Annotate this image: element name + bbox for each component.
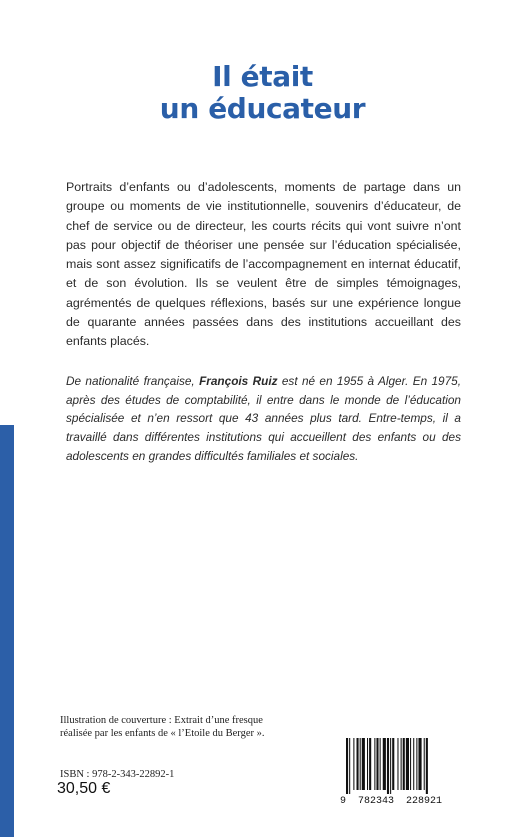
barcode-bar (349, 738, 350, 794)
barcode-bar (346, 738, 348, 794)
barcode-bar (380, 738, 381, 790)
barcode-bar (369, 738, 371, 790)
price: 30,50 € (57, 780, 111, 797)
barcode-bar (376, 738, 378, 790)
credit-line-2: réalisée par les enfants de « l’Etoile du Berger ». (60, 728, 265, 739)
barcode-bar (353, 738, 354, 790)
barcode-bar (362, 738, 365, 790)
barcode-bar (383, 738, 386, 790)
barcode-bar (360, 738, 361, 790)
barcode-bar (387, 738, 389, 794)
book-title-line-1: Il était (212, 60, 313, 93)
barcode-bar (426, 738, 428, 794)
isbn: ISBN : 978-2-343-22892-1 (60, 769, 175, 780)
barcode (346, 738, 456, 794)
credit-line-1: Illustration de couverture : Extrait d’une fresque (60, 715, 263, 726)
barcode-bar (406, 738, 409, 790)
book-title-line-2: un éducateur (159, 92, 366, 125)
barcode-bar (374, 738, 375, 790)
accent-bar (0, 425, 14, 837)
barcode-bar (392, 738, 394, 790)
barcode-bar (357, 738, 359, 790)
barcode-bar (418, 738, 421, 790)
barcode-bar (413, 738, 414, 790)
barcode-bar (390, 738, 391, 794)
barcode-bar (416, 738, 417, 790)
summary-paragraph: Portraits d’enfants ou d’adolescents, moments de partage dans un groupe ou moments de vie institutionnelle, souvenirs d’éducateur, de chef de service ou de directeur, les courts récits qui vont suivre n’ont pas pour objectif de théoriser une pensée sur l’éducation spécialisée, mais sont assez significatifs de l’accompagnement en internat éducatif, et de son évolution. Ils se veulent être de simples témoignages, agrémentés de quelques réflexions, basés sur une expérience longue de quarante années passées dans des institutions accueillant des enfants placés. (66, 180, 461, 349)
cover-illustration-credit (60, 714, 320, 740)
barcode-bar (367, 738, 368, 790)
barcode-bar (403, 738, 405, 790)
barcode-bars (346, 738, 456, 794)
bio-suffix: est né en 1955 à Alger. En 1975, après des études de comptabilité, il entre dans le monde de l’éducation spécialisée et n’en ressort que 43 années plus tard. Entre-temps, il a travaillé dans différentes institutions qui accueillent des enfants ou des adolescents en grandes difficultés familiales et sociales. (66, 374, 462, 463)
bio-prefix: De nationalité française, (66, 374, 200, 388)
barcode-bar (397, 738, 398, 790)
barcode-bar (410, 738, 411, 790)
author-bio (66, 372, 461, 466)
barcode-bar (401, 738, 402, 790)
barcode-digits: 9 782343 228921 (340, 796, 443, 807)
barcode-bar (424, 738, 425, 790)
author-name: François Ruiz (199, 374, 278, 388)
